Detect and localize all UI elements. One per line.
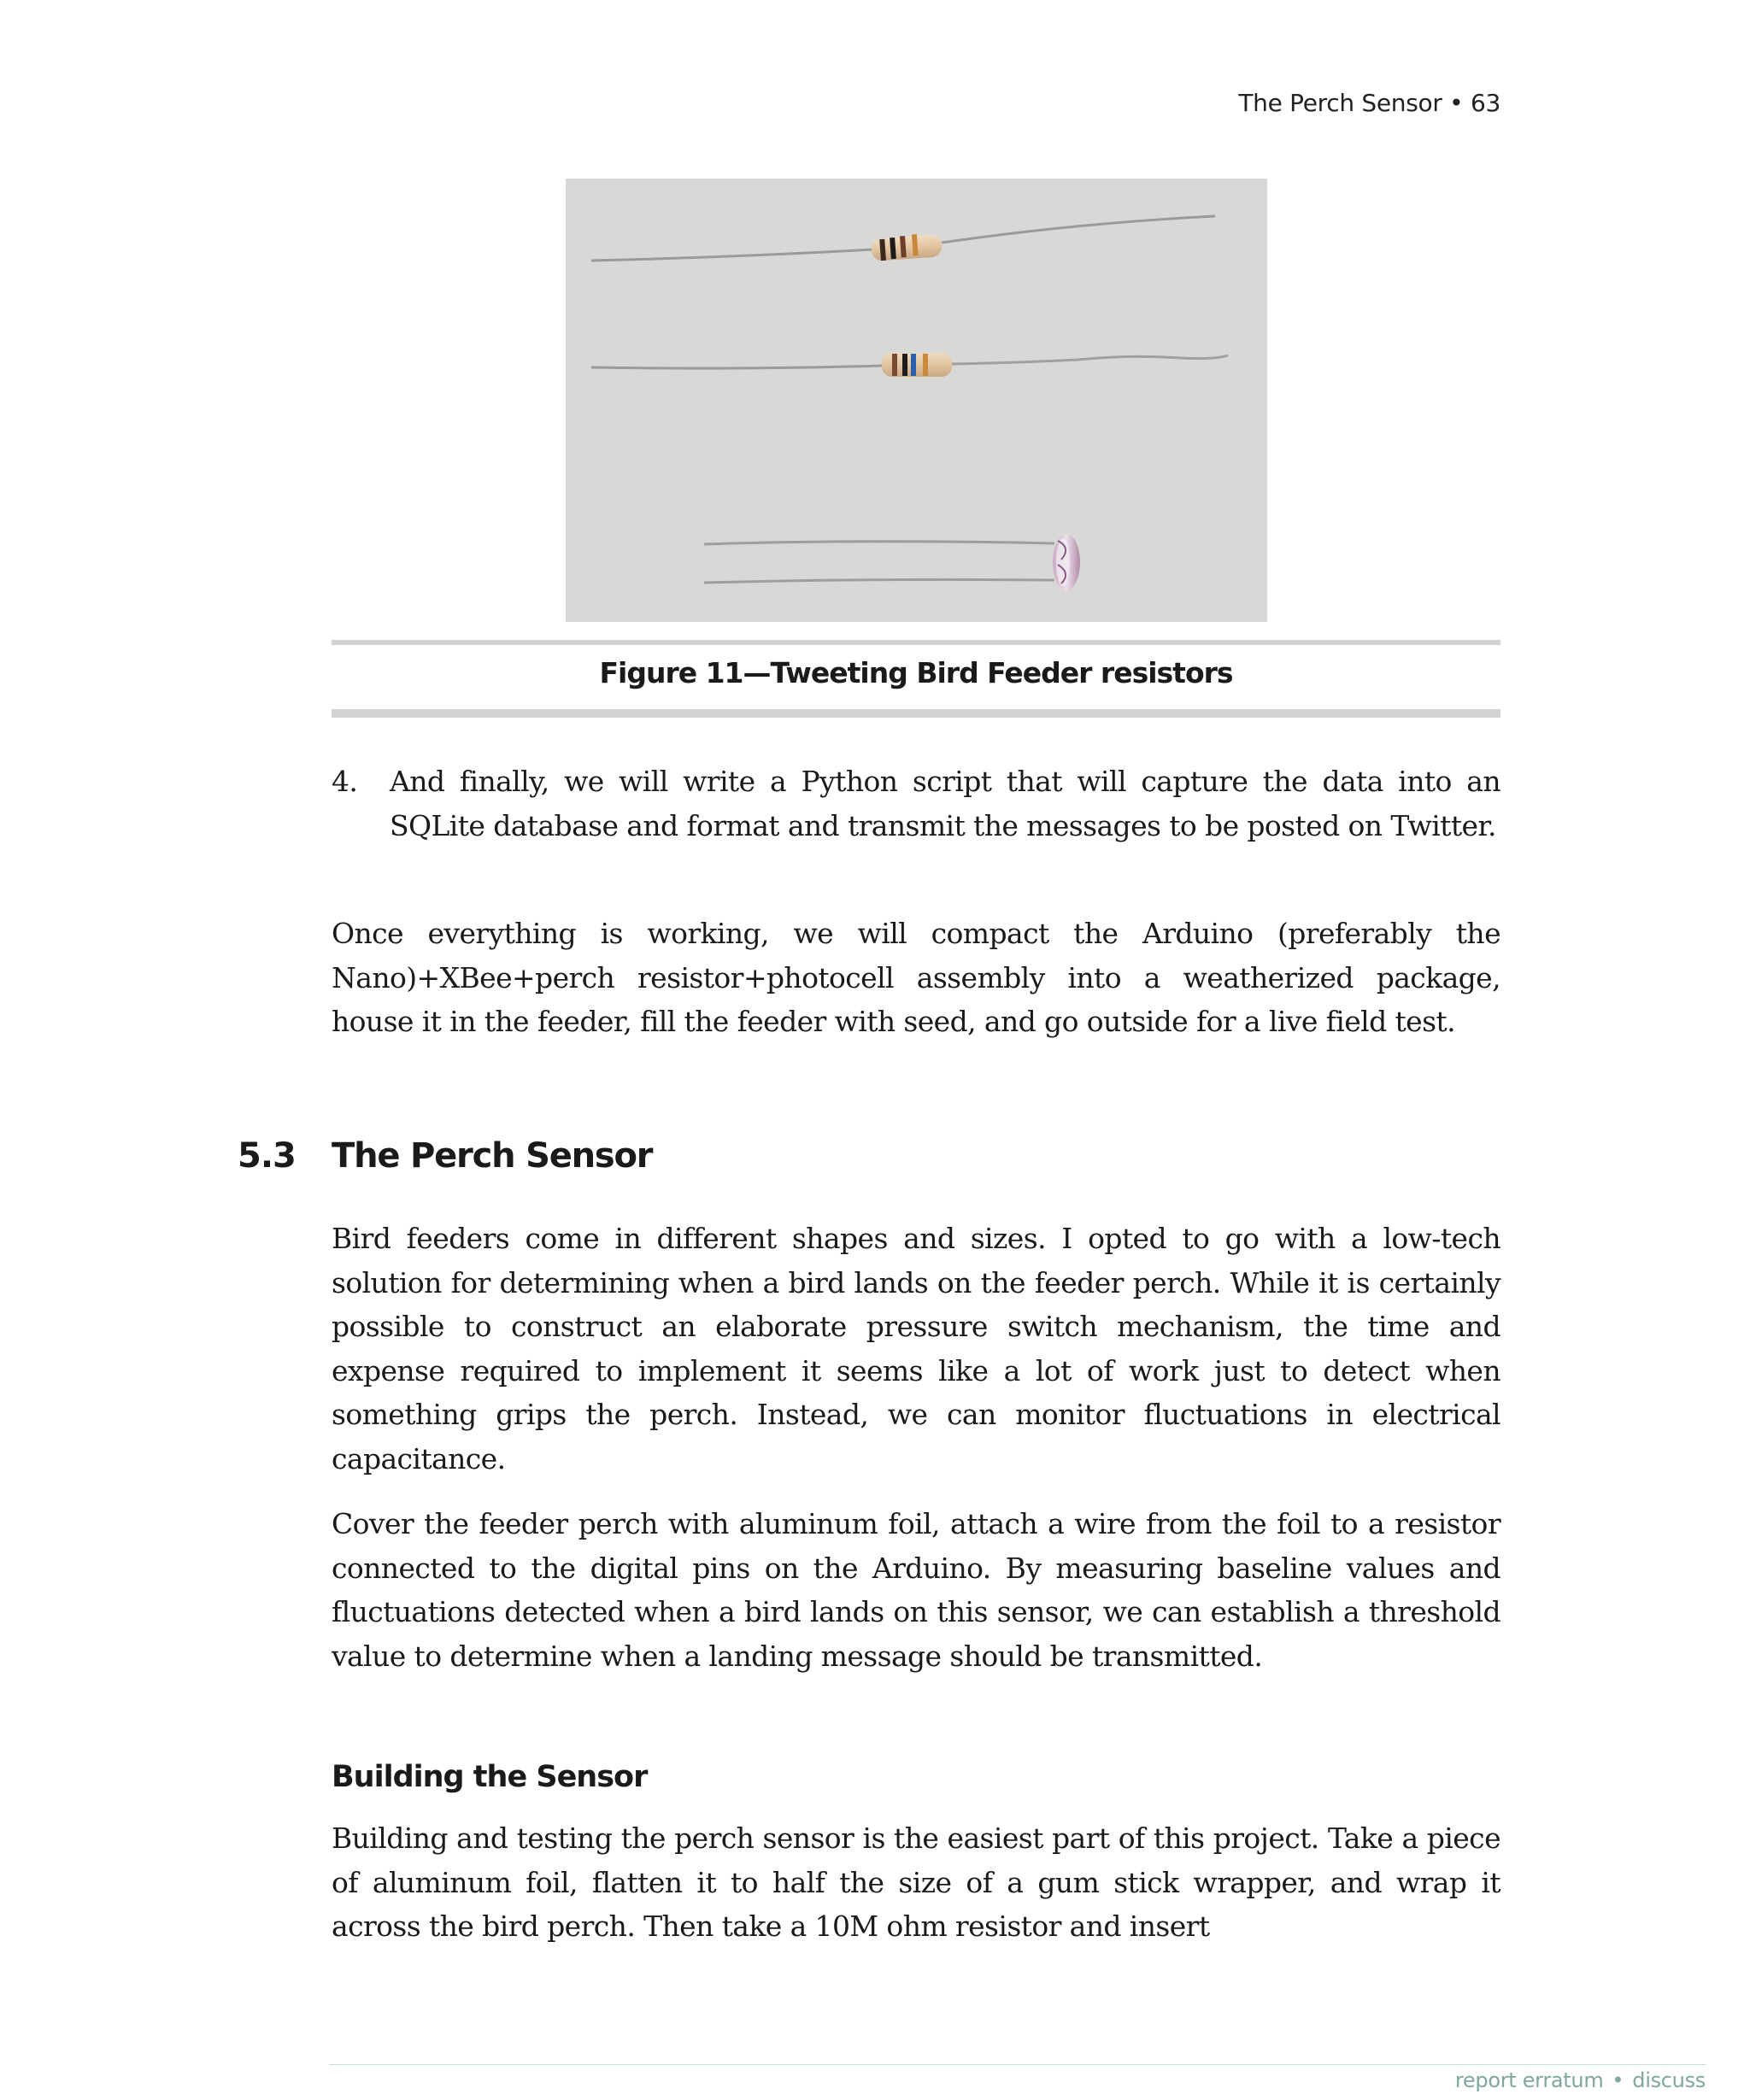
footer-rule xyxy=(329,2064,1706,2065)
caption-rule-bottom xyxy=(332,709,1500,718)
report-erratum-link[interactable]: report erratum xyxy=(1454,2068,1604,2092)
paragraph-bird-feeders: Bird feeders come in different shapes and sizes. I opted to go with a low-tech solution for determining when a bird lands on the feeder perch. While it is certainly possible to construct an elaborate pressure switch mechanism, the time and expense required to implement it seems like a lot of work just to detect when something grips the perch. Instead, we can monitor fluctuations in electrical capacitance. xyxy=(332,1222,1500,1475)
figure-caption: Figure 11—Tweeting Bird Feeder resistors xyxy=(599,656,1233,689)
discuss-link[interactable]: discuss xyxy=(1632,2068,1706,2092)
footer-links xyxy=(1455,2068,1706,2092)
running-head: The Perch Sensor • 63 xyxy=(1238,89,1500,117)
list-item-number: 4. xyxy=(332,765,358,798)
paragraph-assembly: Once everything is working, we will compact the Arduino (preferably the Nano)+XBee+perch resistor+photocell assembly into a weatherized package, house it in the feeder, fill the feeder with seed, and go outside for a live field test. xyxy=(332,917,1500,1038)
list-item-text: And finally, we will write a Python script that will capture the data into an SQLite database and format and transmit the messages to be posted on Twitter. xyxy=(390,765,1500,842)
section-title: The Perch Sensor xyxy=(332,1136,653,1176)
caption-rule-top xyxy=(332,640,1500,645)
footer-separator: • xyxy=(1612,2068,1624,2092)
resistors-photo xyxy=(566,179,1267,622)
paragraph-cover-perch: Cover the feeder perch with aluminum foil, attach a wire from the foil to a resistor connected to the digital pins on the Arduino. By measuring baseline values and fluctuations detected when a bird lands on this sensor, we can establish a threshold value to determine when a landing message should be transmitted. xyxy=(332,1507,1500,1673)
subsection-title: Building the Sensor xyxy=(332,1760,648,1794)
paragraph-building-sensor: Building and testing the perch sensor is the easiest part of this project. Take a piece of aluminum foil, flatten it to half the size of a gum stick wrapper, and wrap it across the bird perch. Then take a 10M ohm resistor and insert xyxy=(332,1821,1500,1943)
section-number: 5.3 xyxy=(238,1136,296,1176)
list-item xyxy=(332,760,1500,848)
